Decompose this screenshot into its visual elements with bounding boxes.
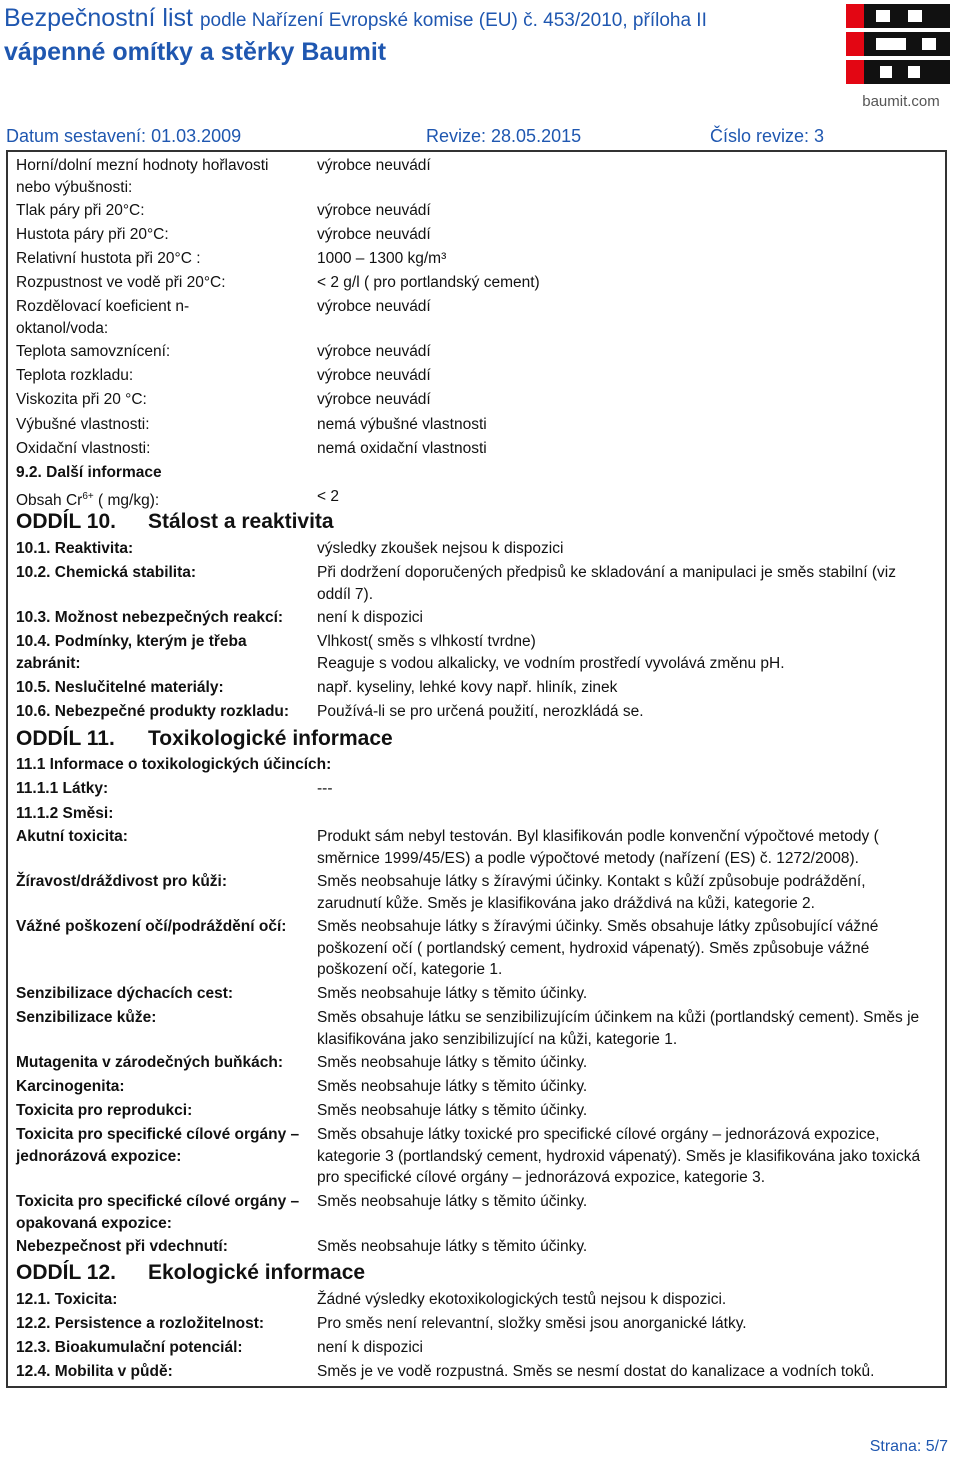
revision-number: Číslo revize: 3 — [710, 126, 825, 146]
item-value: Žádné výsledky ekotoxikologických testů nejsou k dispozici. — [317, 1291, 727, 1308]
property-value: nemá oxidační vlastnosti — [317, 440, 487, 457]
item-value: Vlhkost( směs s vlhkostí tvrdne) — [317, 633, 536, 650]
item-value: není k dispozici — [317, 609, 423, 626]
property-label: Horní/dolní mezní hodnoty hořlavosti nebo výbušnosti: — [16, 157, 269, 196]
section-number: ODDÍL 11. — [16, 727, 115, 750]
chromium-value: < 2 — [317, 488, 339, 505]
product-name: vápenné omítky a stěrky Baumit — [4, 38, 387, 66]
property-value: výrobce neuvádí — [317, 157, 431, 174]
item-value: např. kyseliny, lehké kovy např. hliník, zinek — [317, 679, 618, 696]
property-label: Rozpustnost ve vodě při 20°C: — [16, 274, 226, 291]
property-value: výrobce neuvádí — [317, 343, 431, 360]
item-label: 10.1. Reaktivita: — [16, 540, 134, 557]
item-value: Směs obsahuje látky toxické pro specifické cílové orgány – jednorázová expozice, kategorie 3 (portlandský cement, hydroxid vápenatý). Směs je klasifikována jako toxická pro specifické cílové orgány – jednorázová expozice, kategorie 3. — [317, 1126, 921, 1186]
item-value: Směs neobsahuje látky s těmito účinky. — [317, 1102, 588, 1119]
substances-value: --- — [317, 780, 333, 797]
document-title-note: podle Nařízení Evropské komise (EU) č. 453/2010, příloha II — [199, 10, 707, 31]
section-name: Toxikologické informace — [148, 727, 393, 750]
substances-label: 11.1.1 Látky: — [16, 780, 109, 797]
item-label: Toxicita pro reprodukci: — [16, 1102, 193, 1119]
item-label: Akutní toxicita: — [16, 828, 128, 845]
subsection-heading: 11.1 Informace o toxikologických účincích: — [16, 756, 332, 773]
item-label: Mutagenita v zárodečných buňkách: — [16, 1054, 283, 1071]
item-value: Produkt sám nebyl testován. Byl klasifikován podle konvenční výpočtové metody ( směrnice 1999/45/ES) a podle výpočtové metody (nařízení (ES) č. 1272/2008). — [317, 828, 879, 867]
logo-url: baumit.com — [862, 93, 940, 110]
property-label: Tlak páry při 20°C: — [16, 202, 145, 219]
chromium-label: Obsah $Cr^{6+}$ ( mg/kg): — [16, 491, 160, 510]
item-value: Směs obsahuje látku se senzibilizujícím účinkem na kůži (portlandský cement). Směs je klasifikována jako senzibilizující na kůži, kategorie 1. — [317, 1009, 920, 1048]
item-label: 10.6. Nebezpečné produkty rozkladu: — [16, 703, 290, 720]
property-value: < 2 g/l ( pro portlandský cement) — [317, 274, 540, 291]
item-value: Používá-li se pro určená použití, nerozkládá se. — [317, 703, 644, 720]
item-value: Směs neobsahuje látky s žíravými účinky. Směs obsahuje látky způsobující vážné poškození očí ( portlandský cement, hydroxid vápenatý). Směs způsobuje vážné poškození očí, kategorie 1. — [317, 918, 879, 978]
item-label: Karcinogenita: — [16, 1078, 125, 1095]
item-label: Nebezpečnost při vdechnutí: — [16, 1238, 228, 1255]
item-label: 10.4. Podmínky, kterým je třeba zabránit: — [16, 633, 247, 672]
mixtures-label: 11.1.2 Směsi: — [16, 805, 114, 822]
document-title-main: Bezpečnostní list — [4, 4, 193, 32]
section-11-heading — [16, 727, 393, 751]
item-label: Senzibilizace kůže: — [16, 1009, 157, 1026]
property-label: Hustota páry při 20°C: — [16, 226, 169, 243]
item-value: není k dispozici — [317, 1339, 423, 1356]
document-title — [4, 4, 707, 33]
property-label: Výbušné vlastnosti: — [16, 416, 150, 433]
item-value: Směs neobsahuje látky s těmito účinky. — [317, 1054, 588, 1071]
property-value: výrobce neuvádí — [317, 367, 431, 384]
property-label: Viskozita při 20 °C: — [16, 391, 147, 408]
property-label: Teplota samovznícení: — [16, 343, 171, 360]
item-label: 12.2. Persistence a rozložitelnost: — [16, 1315, 265, 1332]
property-value: výrobce neuvádí — [317, 298, 431, 315]
section-name: Ekologické informace — [148, 1261, 366, 1284]
item-label: Vážné poškození očí/podráždění očí: — [16, 918, 287, 935]
item-value: Při dodržení doporučených předpisů ke skladování a manipulaci je směs stabilní (viz oddíl 7). — [317, 564, 896, 603]
date-created: Datum sestavení: 01.03.2009 — [6, 126, 242, 146]
item-value: Směs neobsahuje látky s těmito účinky. — [317, 985, 588, 1002]
property-value: výrobce neuvádí — [317, 202, 431, 219]
section-10-heading — [16, 510, 334, 534]
property-value: 1000 – 1300 kg/m³ — [317, 250, 447, 267]
item-label: 12.1. Toxicita: — [16, 1291, 118, 1308]
other-info-heading: 9.2. Další informace — [16, 464, 162, 481]
property-value: nemá výbušné vlastnosti — [317, 416, 487, 433]
item-label: 10.2. Chemická stabilita: — [16, 564, 197, 581]
item-value-2: Reaguje s vodou alkalicky, ve vodním prostředí vyvolává změnu pH. — [317, 655, 785, 672]
item-label: Senzibilizace dýchacích cest: — [16, 985, 234, 1002]
section-number: ODDÍL 12. — [16, 1261, 116, 1284]
item-label: 10.3. Možnost nebezpečných reakcí: — [16, 609, 284, 626]
item-label: Toxicita pro specifické cílové orgány – jednorázová expozice: — [16, 1126, 300, 1165]
item-label: Žíravost/dráždivost pro kůži: — [16, 873, 228, 890]
item-value: výsledky zkoušek nejsou k dispozici — [317, 540, 564, 557]
property-value: výrobce neuvádí — [317, 391, 431, 408]
section-name: Stálost a reaktivita — [148, 510, 334, 533]
item-value: Směs neobsahuje látky s těmito účinky. — [317, 1193, 588, 1210]
section-12-heading — [16, 1261, 366, 1285]
property-label: Rozdělovací koeficient n-oktanol/voda: — [16, 298, 190, 337]
item-label: Toxicita pro specifické cílové orgány – opakovaná expozice: — [16, 1193, 300, 1232]
page-number: Strana: 5/7 — [869, 1438, 948, 1455]
item-label: 12.3. Bioakumulační potenciál: — [16, 1339, 243, 1356]
revision-date: Revize: 28.05.2015 — [426, 126, 582, 146]
item-value: Směs neobsahuje látky s žíravými účinky. Kontakt s kůží způsobuje podráždění, zarudnutí kůže. Směs je klasifikována jako dráždivá na kůži, kategorie 2. — [317, 873, 866, 912]
section-number: ODDÍL 10. — [16, 510, 116, 533]
property-label: Oxidační vlastnosti: — [16, 440, 151, 457]
item-label: 10.5. Neslučitelné materiály: — [16, 679, 224, 696]
property-label: Teplota rozkladu: — [16, 367, 134, 384]
item-value: Směs je ve vodě rozpustná. Směs se nesmí dostat do kanalizace a vodních toků. — [317, 1363, 875, 1380]
property-value: výrobce neuvádí — [317, 226, 431, 243]
property-label: Relativní hustota při 20°C : — [16, 250, 201, 267]
item-value: Směs neobsahuje látky s těmito účinky. — [317, 1238, 588, 1255]
item-value: Směs neobsahuje látky s těmito účinky. — [317, 1078, 588, 1095]
item-label: 12.4. Mobilita v půdě: — [16, 1363, 173, 1380]
item-value: Pro směs není relevantní, složky směsi jsou anorganické látky. — [317, 1315, 747, 1332]
